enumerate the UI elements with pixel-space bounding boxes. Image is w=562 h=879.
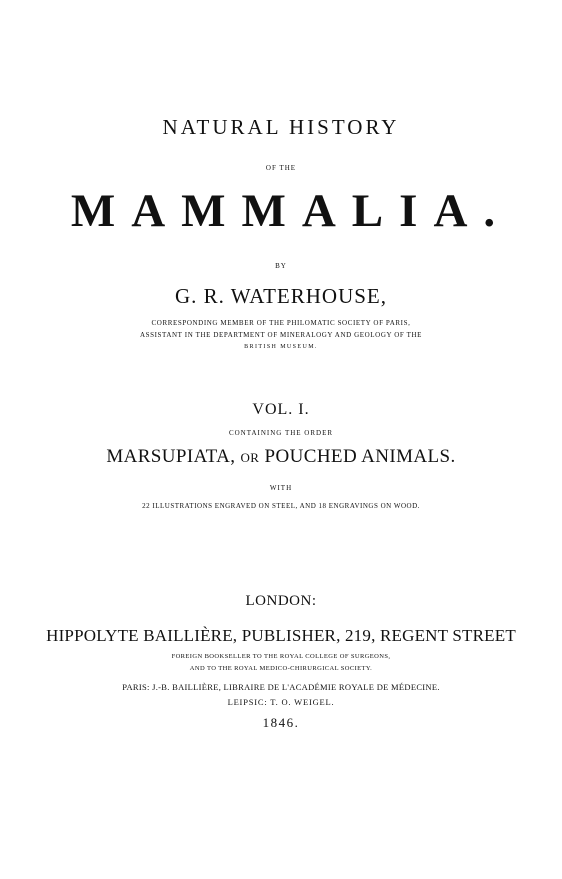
illustrations-note: 22 ILLUSTRATIONS ENGRAVED ON STEEL, AND 18 ENGRAVINGS ON WOOD. bbox=[142, 502, 420, 510]
by-label: BY bbox=[275, 262, 287, 270]
title-line-natural-history: NATURAL HISTORY bbox=[162, 115, 400, 139]
subject-pouched-animals: POUCHED ANIMALS. bbox=[264, 446, 456, 467]
leipsic-imprint: LEIPSIC: T. O. WEIGEL. bbox=[227, 697, 335, 707]
author-name: G. R. WATERHOUSE, bbox=[174, 284, 388, 308]
containing-the-order-label: CONTAINING THE ORDER bbox=[228, 429, 334, 437]
paris-imprint: PARIS: J.-B. BAILLIÈRE, LIBRAIRE DE L'ACADÉMIE ROYALE DE MÉDECINE. bbox=[122, 682, 440, 692]
subject-or: OR bbox=[240, 450, 260, 465]
volume-number: VOL. I. bbox=[252, 401, 310, 418]
publisher-note-line-1: FOREIGN BOOKSELLER TO THE ROYAL COLLEGE OF SURGEONS, bbox=[171, 653, 391, 660]
publication-year: 1846. bbox=[262, 715, 300, 730]
with-label: WITH bbox=[269, 484, 293, 492]
author-credentials-line-3: BRITISH MUSEUM. bbox=[244, 344, 318, 350]
publisher-note-line-2: AND TO THE ROYAL MEDICO-CHIRURGICAL SOCIETY. bbox=[189, 665, 373, 672]
subject-marsupiata: MARSUPIATA, bbox=[106, 446, 236, 467]
publisher-line: HIPPOLYTE BAILLIÈRE, PUBLISHER, 219, REGENT STREET bbox=[46, 626, 516, 645]
of-the-label: OF THE bbox=[265, 164, 297, 172]
author-credentials-line-1: CORRESPONDING MEMBER OF THE PHILOMATIC SOCIETY OF PARIS, bbox=[151, 319, 411, 327]
main-title-mammalia: MAMMALIA. bbox=[70, 185, 512, 237]
volume-subject bbox=[0, 447, 562, 466]
imprint-city: LONDON: bbox=[245, 593, 317, 609]
author-credentials-line-2: ASSISTANT IN THE DEPARTMENT OF MINERALOGY AND GEOLOGY OF THE bbox=[139, 331, 423, 339]
